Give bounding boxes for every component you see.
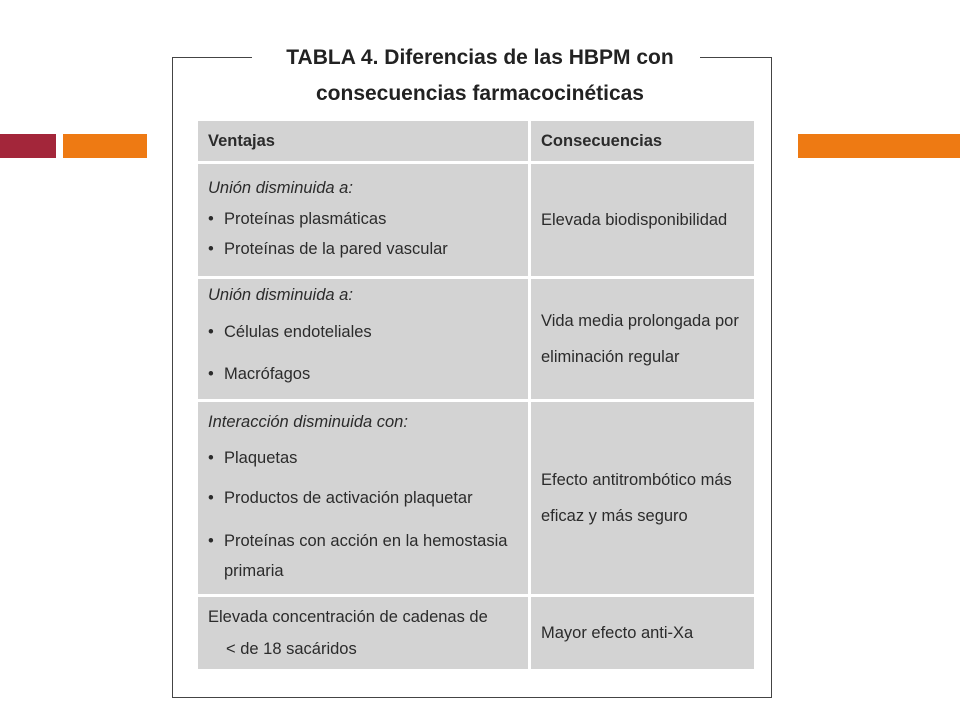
table-row — [197, 278, 756, 401]
consecuencias-cell — [530, 163, 756, 278]
consecuencias-cell — [530, 401, 756, 596]
list-item: • Plaquetas — [208, 438, 518, 478]
consecuencia-text: Elevada biodisponibilidad — [541, 210, 728, 229]
list-item: • Proteínas plasmáticas — [208, 204, 518, 234]
bullet-list — [208, 204, 518, 264]
consecuencia-text: Mayor efecto anti-Xa — [541, 623, 694, 642]
ventajas-cell — [197, 163, 530, 278]
cell-text-line-2: < de 18 sacáridos — [226, 640, 357, 658]
ventajas-cell — [197, 401, 530, 596]
accent-bar-left-dark — [0, 134, 56, 158]
bullet-list — [208, 311, 518, 395]
caption-line-2: consecuencias farmacocinéticas — [315, 82, 644, 105]
cell-heading: Unión disminuida a: — [208, 178, 353, 197]
bullet-list — [208, 438, 518, 586]
consecuencias-cell — [530, 278, 756, 401]
cell-heading: Interacción disminuida con: — [208, 412, 408, 431]
list-item: • Macrófagos — [208, 353, 518, 395]
consecuencia-text: Efecto antitrombótico más eficaz y más seguro — [541, 471, 732, 525]
table-row — [197, 401, 756, 596]
ventajas-cell — [197, 596, 530, 671]
table-row — [197, 596, 756, 671]
header-ventajas: Ventajas — [197, 120, 530, 163]
table-row — [197, 163, 756, 278]
table-header-row — [197, 120, 756, 163]
accent-bar-left-orange — [63, 134, 147, 158]
cell-heading: Unión disminuida a: — [208, 285, 353, 304]
accent-bar-right-orange — [798, 134, 960, 158]
list-item: • Proteínas de la pared vascular — [208, 234, 518, 264]
header-consecuencias: Consecuencias — [530, 120, 756, 163]
ventajas-cell — [197, 278, 530, 401]
list-item: • Proteínas con acción en la hemostasia primaria — [208, 526, 518, 586]
cell-text-line-1: Elevada concentración de cadenas de — [208, 608, 488, 626]
list-item: • Productos de activación plaquetar — [208, 478, 518, 518]
differences-table — [195, 118, 757, 672]
list-item: • Células endoteliales — [208, 311, 518, 353]
caption-line-1: TABLA 4. Diferencias de las HBPM con — [286, 46, 674, 69]
consecuencia-text: Vida media prolongada por eliminación regular — [541, 312, 739, 366]
table-caption — [230, 40, 730, 112]
consecuencias-cell — [530, 596, 756, 671]
